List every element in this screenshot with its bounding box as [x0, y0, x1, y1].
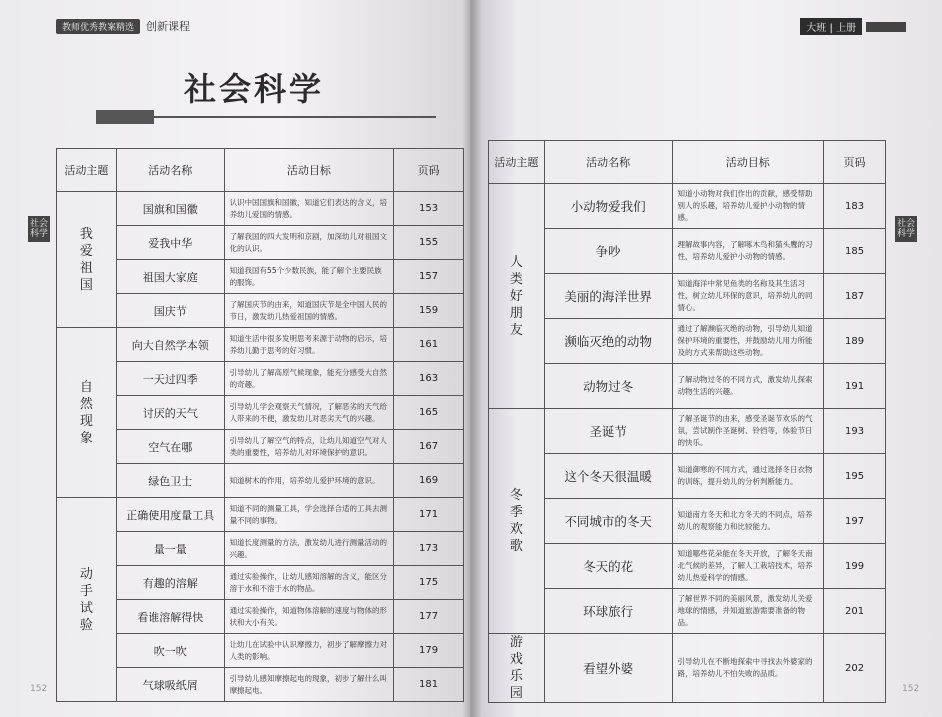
- page-number: 165: [394, 396, 464, 430]
- table-header-row: [489, 141, 886, 184]
- term-label: 上册: [836, 23, 856, 34]
- table-row: [489, 184, 886, 229]
- activity-goal: 引导幼儿在不断地探索中寻找去外婆家的路，培养幼儿不怕失败的品质。: [672, 634, 824, 703]
- activity-name: 绿色卫士: [116, 464, 224, 498]
- page-number: 187: [824, 274, 886, 319]
- table-row: [489, 544, 886, 589]
- theme-cell: [57, 192, 117, 328]
- activity-name: 圣诞节: [544, 409, 672, 454]
- page-number: 181: [394, 668, 464, 702]
- activity-name: 看望外婆: [544, 634, 672, 703]
- activity-goal: 了解圣诞节的由来，感受圣诞节欢乐的气氛，尝试制作圣诞树、铃铛等，体验节日的快乐。: [672, 409, 824, 454]
- table-row: [57, 226, 464, 260]
- column-header: 活动主题: [57, 149, 117, 192]
- column-header: 活动目标: [224, 149, 394, 192]
- activity-goal: 让幼儿在试验中认识摩擦力，初步了解摩擦力对人类的影响。: [224, 634, 394, 668]
- activity-name: 有趣的溶解: [116, 566, 224, 600]
- theme-label: 冬季欢歌: [509, 488, 523, 554]
- column-header: 活动主题: [489, 141, 545, 184]
- table-row: [489, 229, 886, 274]
- activity-name: 爱我中华: [116, 226, 224, 260]
- page-number: 171: [394, 498, 464, 532]
- column-header: 活动名称: [544, 141, 672, 184]
- column-header: 页码: [824, 141, 886, 184]
- table-header-row: [57, 149, 464, 192]
- table-row: [489, 499, 886, 544]
- activity-name: 小动物爱我们: [544, 184, 672, 229]
- theme-cell: [489, 184, 545, 409]
- theme-cell: [57, 498, 117, 702]
- page-number: 199: [824, 544, 886, 589]
- activity-goal: 引导幼儿了解高原气候现象，能充分感受大自然的奇趣。: [224, 362, 394, 396]
- activity-name: 吹一吹: [116, 634, 224, 668]
- grade-tag: 大班 | 上册: [800, 18, 862, 35]
- activity-name: 争吵: [544, 229, 672, 274]
- activity-goal: 知道御寒的不同方式，通过选择冬日衣物的训练，提升幼儿的分析判断能力。: [672, 454, 824, 499]
- left-page-number: 152: [30, 684, 48, 694]
- theme-label: 动手试验: [79, 566, 93, 633]
- page-number: 189: [824, 319, 886, 364]
- page-number: 185: [824, 229, 886, 274]
- activity-goal: 通过了解濒临灭绝的动物，引导幼儿知道保护环境的重要性，并鼓励幼儿用力所能及的方式来帮助这些动物。: [672, 319, 824, 364]
- table-row: [489, 319, 886, 364]
- right-header: [800, 18, 906, 35]
- page-number: 179: [394, 634, 464, 668]
- series-label: 教师优秀教案精选: [56, 19, 140, 34]
- right-side-tab: 社会科学: [895, 216, 917, 242]
- theme-label: 自然现象: [79, 379, 93, 446]
- activity-name: 祖国大家庭: [116, 260, 224, 294]
- table-row: [57, 328, 464, 362]
- title-underline: [96, 110, 436, 124]
- activity-goal: 知道生活中很多发明思考来源于动物的启示，培养幼儿勤于思考的好习惯。: [224, 328, 394, 362]
- page-number: 202: [824, 634, 886, 703]
- activity-goal: 认识中国国旗和国徽，知道它们表达的含义，培养幼儿爱国的情感。: [224, 192, 394, 226]
- activity-goal: 通过实验操作，让幼儿感知溶解的含义，能区分溶于水和不溶于水的物品。: [224, 566, 394, 600]
- theme-cell: [489, 634, 545, 703]
- activity-name: 一天过四季: [116, 362, 224, 396]
- page-number: 153: [394, 192, 464, 226]
- page-number: 159: [394, 294, 464, 328]
- right-page-number: 152: [902, 684, 920, 694]
- activity-name: 冬天的花: [544, 544, 672, 589]
- activity-goal: 引导幼儿学会观察天气情况，了解恶劣的天气给人带来的不便，激发幼儿对恶劣天气的兴趣。: [224, 396, 394, 430]
- theme-cell: [489, 409, 545, 634]
- activity-goal: 通过实验操作，知道物体溶解的速度与物体的形状和大小有关。: [224, 600, 394, 634]
- column-header: 页码: [394, 149, 464, 192]
- activity-name: 动物过冬: [544, 364, 672, 409]
- activity-goal: 知道小动物对我们作出的贡献，感受帮助别人的乐趣，培养幼儿爱护小动物的情感。: [672, 184, 824, 229]
- table-row: [57, 464, 464, 498]
- table-row: [489, 364, 886, 409]
- column-header: 活动目标: [672, 141, 824, 184]
- page-number: 163: [394, 362, 464, 396]
- page-number: 169: [394, 464, 464, 498]
- page-number: 197: [824, 499, 886, 544]
- activity-goal: 了解国庆节的由来，知道国庆节是全中国人民的节日，激发幼儿热爱祖国的情感。: [224, 294, 394, 328]
- page-number: 155: [394, 226, 464, 260]
- course-label: 创新课程: [146, 20, 191, 33]
- activity-goal: 知道我国有55个少数民族，能了解个主要民族的服饰。: [224, 260, 394, 294]
- activity-goal: 知道哪些花朵能在冬天开放，了解冬天南北气候的差异，了解人工栽培技术，培养幼儿热爱科学的情感。: [672, 544, 824, 589]
- table-row: [489, 454, 886, 499]
- right-activity-table: [488, 140, 886, 703]
- page-number: 167: [394, 430, 464, 464]
- activity-name: 看谁溶解得快: [116, 600, 224, 634]
- activity-goal: 知道树木的作用，培养幼儿爱护环境的意识。: [224, 464, 394, 498]
- table-row: [489, 274, 886, 319]
- activity-goal: 了解动物过冬的不同方式，激发幼儿探索动物生活的兴趣。: [672, 364, 824, 409]
- page-number: 175: [394, 566, 464, 600]
- activity-goal: 引导幼儿了解空气的特点，让幼儿知道空气对人类的重要性，培养幼儿对环境保护的意识。: [224, 430, 394, 464]
- page-number: 183: [824, 184, 886, 229]
- table-row: [489, 634, 886, 703]
- activity-goal: 引导幼儿感知摩擦起电的现象，初步了解什么叫摩擦起电。: [224, 668, 394, 702]
- activity-name: 国庆节: [116, 294, 224, 328]
- table-row: [57, 566, 464, 600]
- header-bar-decoration: [866, 22, 906, 32]
- column-header: 活动名称: [116, 149, 224, 192]
- theme-label: 人类好朋友: [509, 254, 523, 338]
- left-header: [56, 18, 190, 34]
- activity-name: 气球吸纸屑: [116, 668, 224, 702]
- theme-cell: [57, 328, 117, 498]
- page-number: 157: [394, 260, 464, 294]
- table-row: [57, 430, 464, 464]
- table-row: [489, 589, 886, 634]
- activity-goal: 知道长度测量的方法，激发幼儿进行测量活动的兴趣。: [224, 532, 394, 566]
- activity-goal: 知道海洋中常见鱼类的名称及其生活习性，树立幼儿环保的意识，培养幼儿的同情心。: [672, 274, 824, 319]
- table-row: [57, 260, 464, 294]
- theme-label: 游戏乐园: [509, 635, 523, 701]
- table-row: [57, 396, 464, 430]
- activity-goal: 知道南方冬天和北方冬天的不同点，培养幼儿的观察能力和比较能力。: [672, 499, 824, 544]
- page-number: 195: [824, 454, 886, 499]
- page-number: 191: [824, 364, 886, 409]
- activity-goal: 了解世界不同的美丽风景，激发幼儿关爱地球的情感，并知道旅游需要准备的物品。: [672, 589, 824, 634]
- book-gutter: [462, 0, 482, 717]
- activity-goal: 知道不同的测量工具，学会选择合适的工具去测量不同的事物。: [224, 498, 394, 532]
- activity-name: 国旗和国徽: [116, 192, 224, 226]
- table-row: [57, 668, 464, 702]
- theme-label: 我爱祖国: [79, 226, 93, 293]
- table-row: [57, 192, 464, 226]
- left-activity-table: [56, 148, 464, 702]
- activity-name: 濒临灭绝的动物: [544, 319, 672, 364]
- activity-name: 量一量: [116, 532, 224, 566]
- activity-name: 向大自然学本领: [116, 328, 224, 362]
- activity-goal: 了解我国的四大发明和京剧，加深幼儿对祖国文化的认识。: [224, 226, 394, 260]
- table-row: [57, 634, 464, 668]
- activity-name: 环球旅行: [544, 589, 672, 634]
- table-row: [57, 294, 464, 328]
- activity-name: 讨厌的天气: [116, 396, 224, 430]
- activity-name: 这个冬天很温暖: [544, 454, 672, 499]
- page-number: 161: [394, 328, 464, 362]
- table-row: [57, 532, 464, 566]
- activity-name: 不同城市的冬天: [544, 499, 672, 544]
- table-row: [57, 498, 464, 532]
- table-row: [57, 362, 464, 396]
- page-title: 社会科学: [184, 70, 325, 108]
- left-side-tab: 社会科学: [28, 216, 50, 242]
- page-number: 173: [394, 532, 464, 566]
- table-row: [489, 409, 886, 454]
- page-number: 201: [824, 589, 886, 634]
- table-row: [57, 600, 464, 634]
- activity-name: 空气在哪: [116, 430, 224, 464]
- page-number: 193: [824, 409, 886, 454]
- activity-goal: 理解故事内容，了解啄木鸟和猫头鹰的习性，培养幼儿爱护小动物的情感。: [672, 229, 824, 274]
- activity-name: 正确使用度量工具: [116, 498, 224, 532]
- grade-label: 大班: [806, 23, 827, 34]
- activity-name: 美丽的海洋世界: [544, 274, 672, 319]
- page-number: 177: [394, 600, 464, 634]
